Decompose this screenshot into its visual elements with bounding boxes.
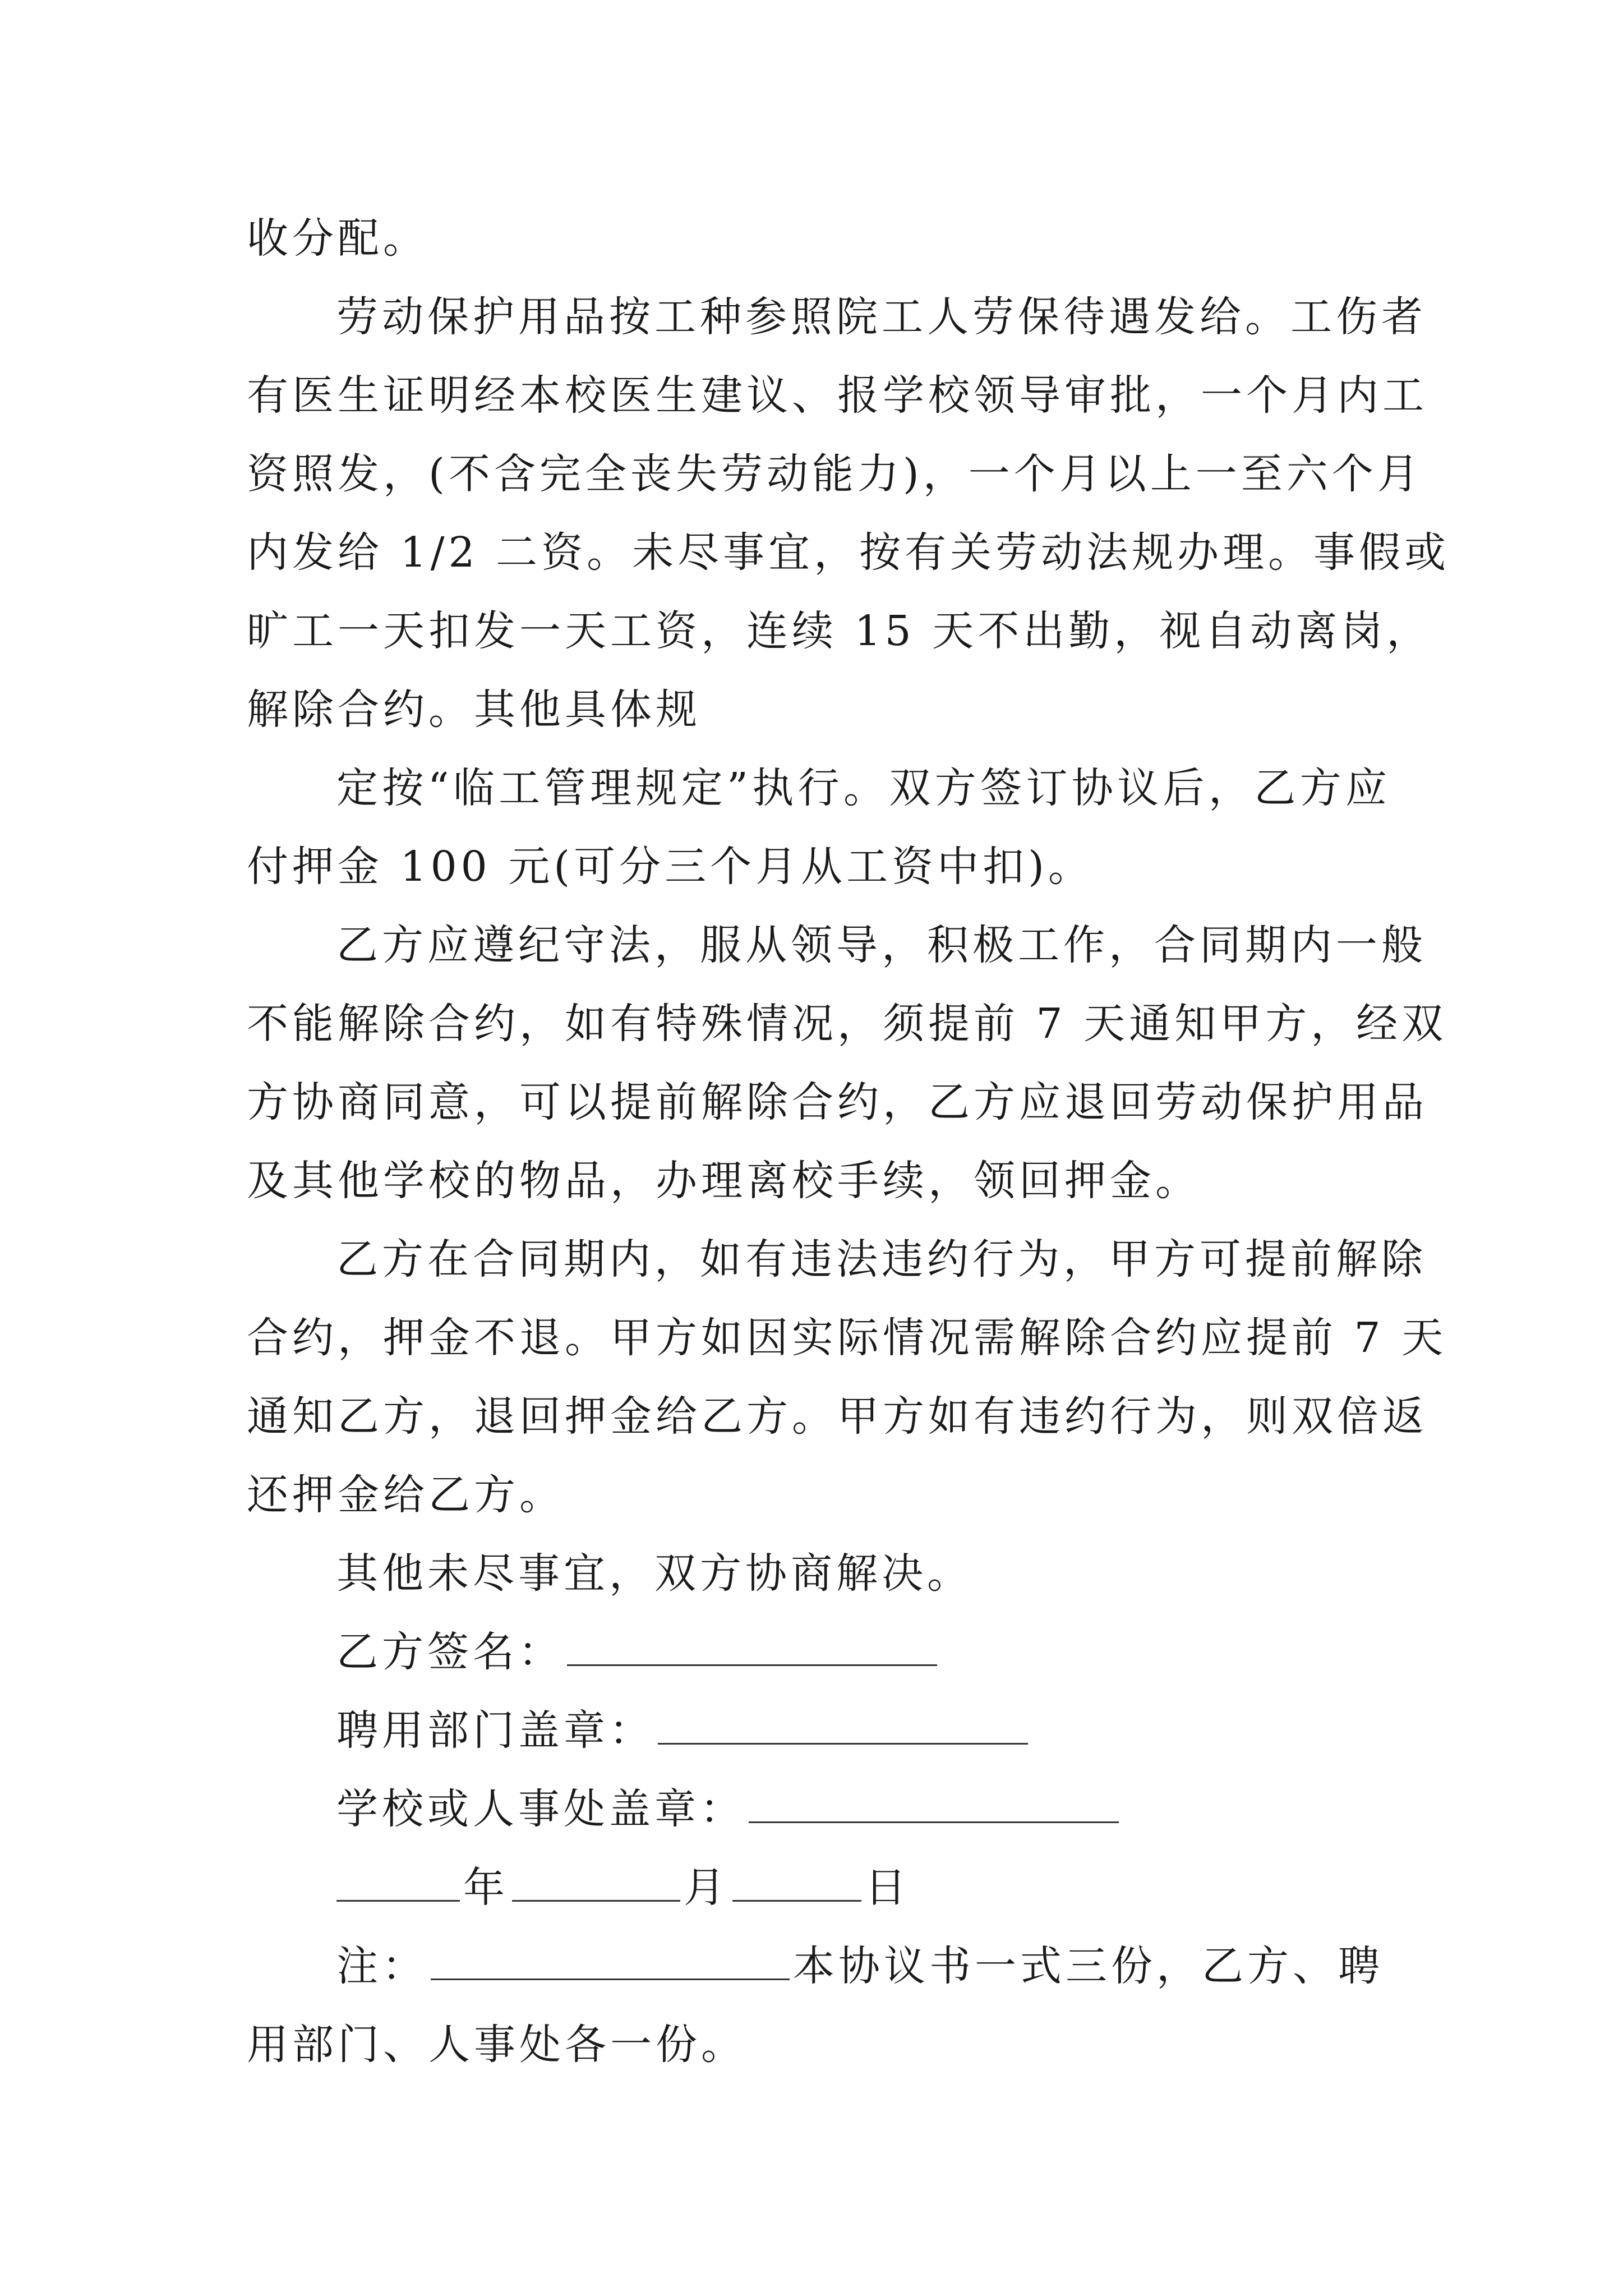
dept-seal-field[interactable] bbox=[658, 1701, 1028, 1745]
paragraph-line: 定按“临工管理规定”执行。双方签订协议后，乙方应 bbox=[336, 764, 1391, 812]
school-seal-field[interactable] bbox=[749, 1780, 1119, 1823]
paragraph-line: 收分配。 bbox=[247, 214, 428, 263]
day-label: 日 bbox=[865, 1864, 910, 1912]
year-field[interactable] bbox=[336, 1858, 460, 1902]
date-row bbox=[336, 1854, 1391, 1921]
day-field[interactable] bbox=[732, 1858, 861, 1902]
note-field[interactable] bbox=[431, 1937, 790, 1980]
paragraph-line: 旷工一天扣发一天工资，连续 15 天不出勤，视自动离岗， bbox=[247, 607, 1432, 655]
note-label: 注： bbox=[336, 1942, 427, 1990]
month-label: 月 bbox=[684, 1864, 729, 1912]
paragraph-line: 乙方应遵纪守法，服从领导，积极工作，合同期内一般 bbox=[336, 921, 1427, 969]
party-b-signature-row bbox=[336, 1618, 1391, 1686]
paragraph-line: 付押金 100 元(可分三个月从工资中扣)。 bbox=[247, 843, 1094, 891]
dept-seal-label: 聘用部门盖章： bbox=[336, 1706, 654, 1755]
paragraph-line: 还押金给乙方。 bbox=[247, 1471, 565, 1519]
note-continuation: 用部门、人事处各一份。 bbox=[247, 2021, 746, 2069]
paragraph-line: 乙方在合同期内，如有违法违约行为，甲方可提前解除 bbox=[336, 1235, 1427, 1283]
paragraph-line: 不能解除合约，如有特殊情况，须提前 7 天通知甲方，经双 bbox=[247, 1000, 1447, 1048]
note-row bbox=[336, 1932, 1391, 2000]
paragraph-line: 合约，押金不退。甲方如因实际情况需解除合约应提前 7 天 bbox=[247, 1314, 1447, 1362]
school-seal-row bbox=[336, 1775, 1391, 1843]
paragraph-line: 有医生证明经本校医生建议、报学校领导审批，一个月内工 bbox=[247, 371, 1428, 420]
dept-seal-row bbox=[336, 1697, 1391, 1764]
paragraph-line: 内发给 1/2 二资。未尽事宜，按有关劳动法规办理。事假或 bbox=[247, 528, 1450, 577]
note-text: 本协议书一式三份，乙方、聘 bbox=[793, 1942, 1384, 1990]
paragraph-line: 及其他学校的物品，办理离校手续，领回押金。 bbox=[247, 1157, 1201, 1205]
school-seal-label: 学校或人事处盖章： bbox=[336, 1785, 745, 1833]
paragraph-line: 方协商同意，可以提前解除合约，乙方应退回劳动保护用品 bbox=[247, 1078, 1428, 1126]
year-label: 年 bbox=[463, 1864, 509, 1912]
party-b-signature-label: 乙方签名： bbox=[336, 1628, 564, 1676]
paragraph-line: 通知乙方，退回押金给乙方。甲方如有违约行为，则双倍返 bbox=[247, 1392, 1428, 1441]
month-field[interactable] bbox=[512, 1858, 680, 1902]
paragraph-line: 其他未尽事宜，双方协商解决。 bbox=[336, 1549, 972, 1598]
paragraph-line: 解除合约。其他具体规 bbox=[247, 685, 701, 734]
party-b-signature-field[interactable] bbox=[567, 1623, 937, 1666]
paragraph-line: 资照发，(不含完全丧失劳动能力)，一个月以上一至六个月 bbox=[247, 450, 1423, 498]
paragraph-line: 劳动保护用品按工种参照院工人劳保待遇发给。工伤者 bbox=[336, 293, 1427, 341]
